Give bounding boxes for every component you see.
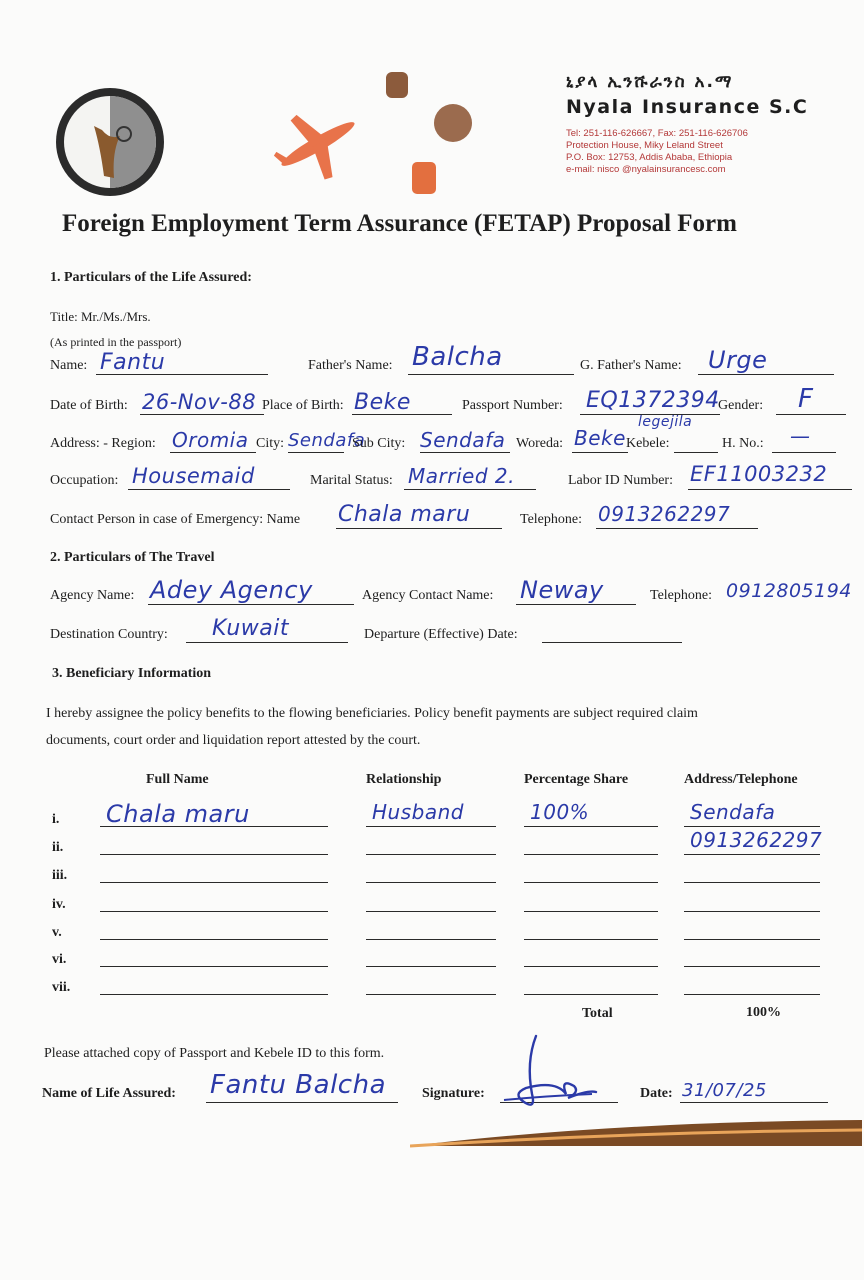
pob-value[interactable]: Beke bbox=[354, 390, 411, 415]
house-number-line bbox=[772, 452, 836, 453]
beneficiary-paragraph-2: documents, court order and liquidation report attested by the court. bbox=[46, 733, 421, 748]
gender-label: Gender: bbox=[718, 398, 764, 413]
agency-contact-value[interactable]: Neway bbox=[520, 576, 604, 604]
beneficiary-address-value[interactable]: 0913262297 bbox=[690, 828, 823, 852]
beneficiary-relationship-line bbox=[366, 854, 496, 855]
emergency-telephone-line bbox=[596, 528, 758, 529]
row-number: vii. bbox=[52, 980, 71, 995]
agency-name-value[interactable]: Adey Agency bbox=[150, 576, 313, 604]
beneficiary-name-value[interactable]: Chala maru bbox=[106, 800, 250, 828]
signature-mark[interactable] bbox=[496, 1032, 606, 1116]
kebele-line bbox=[674, 452, 718, 453]
globe-icon bbox=[434, 104, 472, 142]
beneficiary-relationship-line bbox=[366, 994, 496, 995]
beneficiary-address-line bbox=[684, 854, 820, 855]
labor-id-label: Labor ID Number: bbox=[568, 473, 673, 488]
beneficiary-share-line bbox=[524, 939, 658, 940]
life-assured-value[interactable]: Fantu Balcha bbox=[210, 1070, 387, 1100]
beneficiary-name-line bbox=[100, 966, 328, 967]
row-number: i. bbox=[52, 812, 60, 827]
pob-label: Place of Birth: bbox=[262, 398, 344, 413]
total-value: 100% bbox=[746, 1005, 781, 1020]
beneficiary-relationship-line bbox=[366, 911, 496, 912]
gfather-name-line bbox=[698, 374, 834, 375]
agency-name-label: Agency Name: bbox=[50, 588, 135, 603]
woreda-value[interactable]: Beke bbox=[574, 426, 626, 450]
attach-note: Please attached copy of Passport and Kebele ID to this form. bbox=[44, 1046, 385, 1061]
agency-name-line bbox=[148, 604, 354, 605]
total-label: Total bbox=[582, 1006, 613, 1021]
date-label: Date: bbox=[640, 1086, 673, 1101]
gender-line bbox=[776, 414, 846, 415]
region-line bbox=[170, 452, 256, 453]
gender-value[interactable]: F bbox=[798, 384, 814, 414]
company-name: Nyala Insurance S.C bbox=[566, 96, 809, 118]
life-assured-label: Name of Life Assured: bbox=[42, 1086, 176, 1101]
beneficiary-name-line bbox=[100, 994, 328, 995]
destination-value[interactable]: Kuwait bbox=[212, 616, 289, 641]
kebele-label: Kebele: bbox=[626, 436, 670, 451]
beneficiary-address-line bbox=[684, 882, 820, 883]
section2-heading: 2. Particulars of The Travel bbox=[50, 550, 215, 565]
name-value[interactable]: Fantu bbox=[100, 350, 166, 375]
beneficiary-share-value[interactable]: 100% bbox=[530, 800, 590, 824]
labor-id-value[interactable]: EF11003232 bbox=[690, 462, 828, 486]
beneficiary-share-line bbox=[524, 911, 658, 912]
gfather-name-value[interactable]: Urge bbox=[708, 346, 768, 374]
beneficiary-name-line bbox=[100, 882, 328, 883]
bag-icon bbox=[386, 72, 408, 98]
row-number: ii. bbox=[52, 840, 64, 855]
company-name-amharic: ኒያላ ኢንሹራንስ አ.ማ bbox=[566, 72, 734, 92]
marital-status-line bbox=[404, 489, 536, 490]
passport-value[interactable]: EQ1372394 bbox=[586, 388, 720, 413]
beneficiary-relationship-value[interactable]: Husband bbox=[372, 800, 464, 824]
row-number: v. bbox=[52, 925, 62, 940]
beneficiary-address-line bbox=[684, 826, 820, 827]
footer-swoosh bbox=[410, 1116, 862, 1150]
row-number: iv. bbox=[52, 897, 66, 912]
father-name-value[interactable]: Balcha bbox=[412, 342, 503, 372]
dob-line bbox=[140, 414, 264, 415]
beneficiary-address-line bbox=[684, 966, 820, 967]
agency-telephone-value[interactable]: 0912805194 bbox=[726, 580, 852, 602]
section3-heading: 3. Beneficiary Information bbox=[52, 666, 212, 681]
subcity-line bbox=[420, 452, 510, 453]
row-number: vi. bbox=[52, 952, 67, 967]
emergency-contact-line bbox=[336, 528, 502, 529]
date-value[interactable]: 31/07/25 bbox=[682, 1080, 767, 1101]
subcity-label: Sub City: bbox=[352, 436, 406, 451]
agency-telephone-label: Telephone: bbox=[650, 588, 712, 603]
father-name-line bbox=[408, 374, 574, 375]
departure-date-line bbox=[542, 642, 682, 643]
dob-value[interactable]: 26-Nov-88 bbox=[142, 390, 257, 414]
beneficiary-address-line bbox=[684, 911, 820, 912]
column-header-full-name: Full Name bbox=[146, 772, 209, 787]
dob-label: Date of Birth: bbox=[50, 398, 128, 413]
name-label: Name: bbox=[50, 358, 88, 373]
beneficiary-share-line bbox=[524, 826, 658, 827]
beneficiary-relationship-line bbox=[366, 826, 496, 827]
house-number-label: H. No.: bbox=[722, 436, 764, 451]
column-header-relationship: Relationship bbox=[366, 772, 442, 787]
house-number-value[interactable]: — bbox=[790, 424, 811, 448]
company-logo bbox=[54, 86, 166, 198]
beneficiary-name-line bbox=[100, 911, 328, 912]
region-label: Address: - Region: bbox=[50, 436, 156, 451]
destination-line bbox=[186, 642, 348, 643]
woreda-extra-value[interactable]: legejila bbox=[638, 414, 693, 430]
gfather-name-label: G. Father's Name: bbox=[580, 358, 682, 373]
passport-label: Passport Number: bbox=[462, 398, 563, 413]
beneficiary-name-line bbox=[100, 854, 328, 855]
airplane-icon bbox=[270, 96, 366, 192]
form-title: Foreign Employment Term Assurance (FETAP) Proposal Form bbox=[62, 210, 737, 237]
father-name-label: Father's Name: bbox=[308, 358, 393, 373]
beneficiary-address-line bbox=[684, 939, 820, 940]
agency-contact-line bbox=[516, 604, 636, 605]
city-label: City: bbox=[256, 436, 285, 451]
beneficiary-share-line bbox=[524, 966, 658, 967]
marital-status-value[interactable]: Married 2. bbox=[408, 464, 515, 488]
column-header-address-telephone: Address/Telephone bbox=[684, 772, 798, 787]
labor-id-line bbox=[688, 489, 852, 490]
suitcase-icon bbox=[412, 162, 436, 194]
company-contact-3: P.O. Box: 12753, Addis Ababa, Ethiopia bbox=[566, 152, 733, 163]
beneficiary-share-line bbox=[524, 994, 658, 995]
subcity-value[interactable]: Sendafa bbox=[420, 428, 506, 452]
marital-status-label: Marital Status: bbox=[310, 473, 393, 488]
company-contact-1: Tel: 251-116-626667, Fax: 251-116-626706 bbox=[566, 128, 748, 139]
passport-note: (As printed in the passport) bbox=[50, 335, 182, 349]
row-number: iii. bbox=[52, 868, 68, 883]
beneficiary-paragraph-1: I hereby assignee the policy benefits to the flowing beneficiaries. Policy benefit payments are subject required claim bbox=[46, 706, 698, 721]
city-value[interactable]: Sendafa bbox=[288, 430, 366, 451]
beneficiary-relationship-line bbox=[366, 966, 496, 967]
beneficiary-address-line bbox=[684, 994, 820, 995]
woreda-label: Woreda: bbox=[516, 436, 564, 451]
beneficiary-name-line bbox=[100, 939, 328, 940]
company-contact-4: e-mail: nisco @nyalainsurancesc.com bbox=[566, 164, 726, 175]
destination-label: Destination Country: bbox=[50, 627, 168, 642]
column-header-percentage-share: Percentage Share bbox=[524, 772, 629, 787]
beneficiary-relationship-line bbox=[366, 882, 496, 883]
agency-contact-label: Agency Contact Name: bbox=[362, 588, 494, 603]
date-line bbox=[680, 1102, 828, 1103]
signature-label: Signature: bbox=[422, 1086, 485, 1101]
occupation-line bbox=[128, 489, 290, 490]
woreda-line bbox=[572, 452, 628, 453]
emergency-telephone-label: Telephone: bbox=[520, 512, 582, 527]
life-assured-line bbox=[206, 1102, 398, 1103]
emergency-contact-value[interactable]: Chala maru bbox=[338, 502, 471, 527]
emergency-telephone-value[interactable]: 0913262297 bbox=[598, 502, 731, 526]
city-line bbox=[288, 452, 344, 453]
beneficiary-share-line bbox=[524, 854, 658, 855]
beneficiary-share-line bbox=[524, 882, 658, 883]
title-label: Title: Mr./Ms./Mrs. bbox=[50, 309, 151, 324]
beneficiary-address-value[interactable]: Sendafa bbox=[690, 800, 776, 824]
section1-heading: 1. Particulars of the Life Assured: bbox=[50, 270, 252, 285]
region-value[interactable]: Oromia bbox=[172, 428, 249, 452]
occupation-label: Occupation: bbox=[50, 473, 119, 488]
company-contact-2: Protection House, Miky Leland Street bbox=[566, 140, 723, 151]
beneficiary-relationship-line bbox=[366, 939, 496, 940]
emergency-contact-label: Contact Person in case of Emergency: Name bbox=[50, 512, 301, 527]
departure-date-label: Departure (Effective) Date: bbox=[364, 627, 518, 642]
occupation-value[interactable]: Housemaid bbox=[132, 464, 255, 488]
